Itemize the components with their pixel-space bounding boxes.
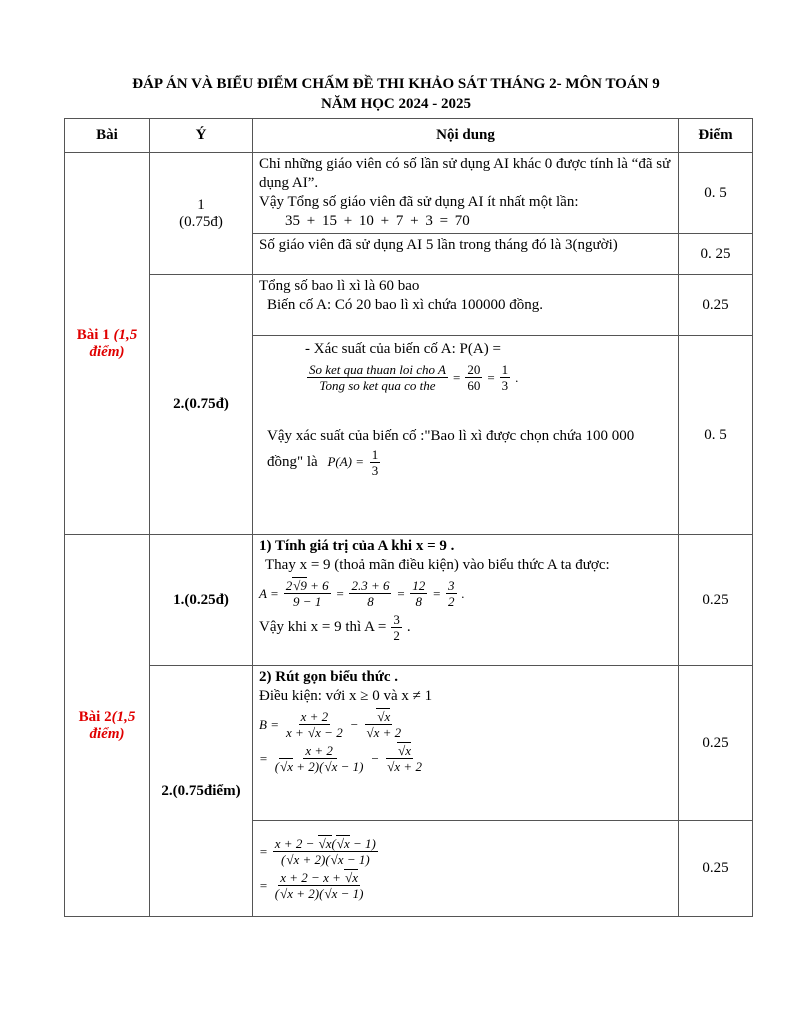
bai1-r2-score: 0. 25: [679, 234, 753, 275]
header-diem: Điểm: [679, 119, 753, 153]
bai2-y2: 2.(0.75điểm): [150, 666, 253, 917]
doc-title-line2: NĂM HỌC 2024 - 2025: [321, 96, 471, 112]
bai2-r5-score: 0.25: [679, 535, 753, 666]
table-row: [65, 535, 753, 666]
answer-table: [64, 118, 753, 917]
table-row: [65, 666, 753, 821]
bai1-label: Bài 1 (1,5 điểm): [65, 153, 150, 535]
bai1-y2: 2.(0.75đ): [150, 275, 253, 535]
header-bai: Bài: [65, 119, 150, 153]
bai2-label: Bài 2(1,5 điểm): [65, 535, 150, 917]
bai2-r6-content: 2) Rút gọn biểu thức . Điều kiện: với x ≥ 0 và x ≠ 1 B = $\frac{x + 2}{x + √x - 2}$ − $\frac{√x}{√x + 2}$ = $\frac{x + 2}{(√x + 2)(√x - 1)}$ − $\frac{√x}{√x + 2}$: [253, 666, 679, 821]
bai1-r4-score: 0. 5: [679, 336, 753, 535]
bai1-r3-content: Tổng số bao lì xì là 60 bao Biến cố A: Có 20 bao lì xì chứa 100000 đồng.: [253, 275, 679, 336]
bai1-r4-content: - Xác suất của biến cố A: P(A) = $\frac{\text{So ket qua thuan loi cho A}}{\text{Tong so ket qua co the}}$ = $\frac{20}{60}$ = $\frac{1}{3}$ . Vậy xác suất của biến cố :"Bao lì xì được chọn chứa 100 000 đồng" là P(A) = $\frac{1}{3}$: [253, 336, 679, 535]
bai1-r1-score: 0. 5: [679, 153, 753, 234]
bai2-r7-score: 0.25: [679, 821, 753, 917]
bai1-y1: 1 (0.75đ): [150, 153, 253, 275]
probability-fraction: $\frac{\text{So ket qua thuan loi cho A}}{\text{Tong so ket qua co the}}$: [309, 362, 446, 393]
bai2-r6-score: 0.25: [679, 666, 753, 821]
header-y: Ý: [150, 119, 253, 153]
bai1-r4-conclusion: Vậy xác suất của biến cố :"Bao lì xì được chọn chứa 100 000 đồng" là P(A) = $\frac{1}{3}$: [267, 428, 635, 478]
bai1-r3-score: 0.25: [679, 275, 753, 336]
table-header-row: [65, 119, 753, 153]
table-row: [65, 275, 753, 336]
bai2-y1: 1.(0.25đ): [150, 535, 253, 666]
bai1-r2-content: Số giáo viên đã sử dụng AI 5 lần trong tháng đó là 3(người): [253, 234, 679, 275]
bai2-r5-content: 1) Tính giá trị của A khi x = 9 . Thay x = 9 (thoả mãn điều kiện) vào biểu thức A ta được: A = $\frac{2√9 + 6}{9 - 1}$ = $\frac{2.3 + 6}{8}$ = $\frac{12}{8}$ = $\frac{3}{2}$ . Vậy khi x = 9 thì A = $\frac{3}{2}$ .: [253, 535, 679, 666]
bai2-r7-content: = $\frac{x + 2 - √x(√x - 1)}{(√x + 2)(√x - 1)}$ = $\frac{x + 2 - x + √x}{(√x + 2)(√x - 1)}$: [253, 821, 679, 917]
table-row: [65, 153, 753, 234]
bai1-r1-content: Chỉ những giáo viên có số lần sử dụng AI khác 0 được tính là “đã sử dụng AI”. Vậy Tổng số giáo viên đã sử dụng AI ít nhất một lần: 35 + 15 + 10 + 7 + 3 = 70: [253, 153, 679, 234]
header-noi-dung: Nội dung: [253, 119, 679, 153]
doc-title-line1: ĐÁP ÁN VÀ BIỂU ĐIỂM CHẤM ĐỀ THI KHẢO SÁT THÁNG 2- MÔN TOÁN 9: [132, 76, 660, 92]
